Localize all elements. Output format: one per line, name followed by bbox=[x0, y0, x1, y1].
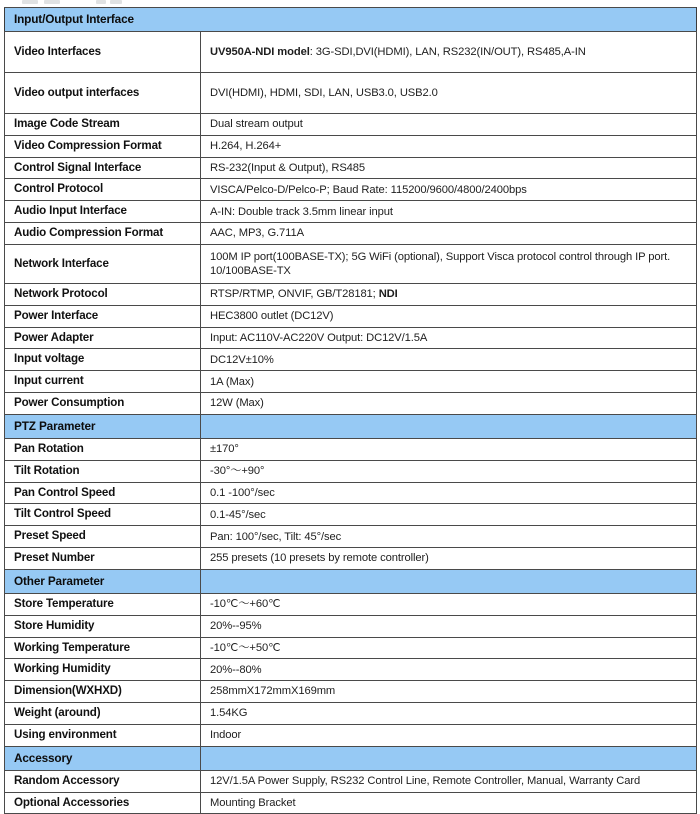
row-label-network-interface: Network Interface bbox=[5, 244, 201, 283]
row-value-video-interfaces bbox=[201, 32, 697, 73]
table-row bbox=[5, 283, 697, 305]
section-header-label-input-output-interface: Input/Output Interface bbox=[5, 8, 697, 32]
row-label-tilt-rotation: Tilt Rotation bbox=[5, 460, 201, 482]
row-value-network-protocol-text: RTSP/RTMP, ONVIF, GB/T28181; bbox=[210, 288, 379, 301]
row-label-dimension: Dimension(WXHXD) bbox=[5, 681, 201, 703]
table-row bbox=[5, 349, 697, 371]
row-value-network-protocol bbox=[201, 283, 697, 305]
row-label-audio-input-interface: Audio Input Interface bbox=[5, 201, 201, 223]
row-label-power-interface: Power Interface bbox=[5, 305, 201, 327]
row-value-working-humidity: 20%--80% bbox=[201, 659, 697, 681]
table-row bbox=[5, 114, 697, 136]
row-label-pan-rotation: Pan Rotation bbox=[5, 438, 201, 460]
row-value-video-interfaces-rest: : 3G-SDI,DVI(HDMI), LAN, RS232(IN/OUT), RS485,A-IN bbox=[309, 45, 586, 58]
specification-table bbox=[4, 7, 697, 814]
row-label-pan-control-speed: Pan Control Speed bbox=[5, 482, 201, 504]
row-value-audio-compression-format: AAC, MP3, G.711A bbox=[201, 223, 697, 245]
row-value-network-protocol-bold: NDI bbox=[378, 288, 398, 301]
table-row bbox=[5, 327, 697, 349]
table-row bbox=[5, 681, 697, 703]
table-row bbox=[5, 201, 697, 223]
row-label-power-adapter: Power Adapter bbox=[5, 327, 201, 349]
row-value-random-accessory: 12V/1.5A Power Supply, RS232 Control Line, Remote Controller, Manual, Warranty Card bbox=[201, 770, 697, 792]
row-value-power-adapter: Input: AC110V-AC220V Output: DC12V/1.5A bbox=[201, 327, 697, 349]
row-value-control-protocol: VISCA/Pelco-D/Pelco-P; Baud Rate: 115200/9600/4800/2400bps bbox=[201, 179, 697, 201]
row-label-working-temperature: Working Temperature bbox=[5, 637, 201, 659]
row-label-using-environment: Using environment bbox=[5, 724, 201, 746]
table-row bbox=[5, 438, 697, 460]
row-value-image-code-stream: Dual stream output bbox=[201, 114, 697, 136]
table-row bbox=[5, 73, 697, 114]
row-value-using-environment: Indoor bbox=[201, 724, 697, 746]
row-label-working-humidity: Working Humidity bbox=[5, 659, 201, 681]
row-value-dimension: 258mmX172mmX169mm bbox=[201, 681, 697, 703]
section-header-label-other-parameter: Other Parameter bbox=[5, 569, 201, 593]
row-label-network-protocol: Network Protocol bbox=[5, 283, 201, 305]
table-row bbox=[5, 615, 697, 637]
table-row bbox=[5, 792, 697, 814]
section-header-row-input-output-interface bbox=[5, 8, 697, 32]
row-value-audio-input-interface: A-IN: Double track 3.5mm linear input bbox=[201, 201, 697, 223]
row-value-tilt-control-speed: 0.1-45°/sec bbox=[201, 504, 697, 526]
row-label-video-compression-format: Video Compression Format bbox=[5, 135, 201, 157]
row-value-video-output-interfaces: DVI(HDMI), HDMI, SDI, LAN, USB3.0, USB2.0 bbox=[201, 73, 697, 114]
row-value-pan-control-speed: 0.1 -100°/sec bbox=[201, 482, 697, 504]
row-value-video-interfaces-bold: UV950A-NDI model bbox=[210, 45, 310, 58]
row-label-input-voltage: Input voltage bbox=[5, 349, 201, 371]
table-row bbox=[5, 526, 697, 548]
row-value-network-interface: 100M IP port(100BASE-TX); 5G WiFi (optional), Support Visca protocol control through IP port. 10/100BASE-TX bbox=[201, 244, 697, 283]
row-value-power-consumption: 12W (Max) bbox=[201, 393, 697, 415]
table-row bbox=[5, 593, 697, 615]
table-row bbox=[5, 305, 697, 327]
row-value-power-interface: HEC3800 outlet (DC12V) bbox=[201, 305, 697, 327]
row-label-store-temperature: Store Temperature bbox=[5, 593, 201, 615]
table-row bbox=[5, 482, 697, 504]
row-value-optional-accessories: Mounting Bracket bbox=[201, 792, 697, 814]
table-row bbox=[5, 460, 697, 482]
row-value-store-humidity: 20%--95% bbox=[201, 615, 697, 637]
table-row bbox=[5, 703, 697, 725]
row-value-input-voltage: DC12V±10% bbox=[201, 349, 697, 371]
section-header-spacer-other-parameter bbox=[201, 569, 697, 593]
row-value-tilt-rotation: -30°～+90° bbox=[201, 460, 697, 482]
row-label-video-interfaces: Video Interfaces bbox=[5, 32, 201, 73]
section-header-row-ptz-parameter bbox=[5, 414, 697, 438]
row-value-preset-speed: Pan: 100°/sec, Tilt: 45°/sec bbox=[201, 526, 697, 548]
table-row bbox=[5, 393, 697, 415]
section-header-row-other-parameter bbox=[5, 569, 697, 593]
table-row bbox=[5, 659, 697, 681]
table-row bbox=[5, 157, 697, 179]
table-row bbox=[5, 371, 697, 393]
section-header-spacer-accessory bbox=[201, 746, 697, 770]
section-header-spacer-ptz-parameter bbox=[201, 414, 697, 438]
table-row bbox=[5, 32, 697, 73]
table-row bbox=[5, 637, 697, 659]
row-value-control-signal-interface: RS-232(Input & Output), RS485 bbox=[201, 157, 697, 179]
table-row bbox=[5, 504, 697, 526]
row-value-input-current: 1A (Max) bbox=[201, 371, 697, 393]
row-value-video-compression-format: H.264, H.264+ bbox=[201, 135, 697, 157]
table-row bbox=[5, 223, 697, 245]
section-header-row-accessory bbox=[5, 746, 697, 770]
row-label-store-humidity: Store Humidity bbox=[5, 615, 201, 637]
row-label-preset-number: Preset Number bbox=[5, 548, 201, 570]
scan-artifact bbox=[22, 0, 202, 5]
row-label-tilt-control-speed: Tilt Control Speed bbox=[5, 504, 201, 526]
row-label-weight: Weight (around) bbox=[5, 703, 201, 725]
row-label-input-current: Input current bbox=[5, 371, 201, 393]
table-row bbox=[5, 244, 697, 283]
section-header-label-ptz-parameter: PTZ Parameter bbox=[5, 414, 201, 438]
row-value-preset-number: 255 presets (10 presets by remote controller) bbox=[201, 548, 697, 570]
table-row bbox=[5, 548, 697, 570]
row-value-store-temperature: -10℃～+60℃ bbox=[201, 593, 697, 615]
row-label-control-signal-interface: Control Signal Interface bbox=[5, 157, 201, 179]
section-header-label-accessory: Accessory bbox=[5, 746, 201, 770]
row-value-weight: 1.54KG bbox=[201, 703, 697, 725]
row-label-power-consumption: Power Consumption bbox=[5, 393, 201, 415]
row-value-pan-rotation: ±170° bbox=[201, 438, 697, 460]
table-row bbox=[5, 135, 697, 157]
row-label-audio-compression-format: Audio Compression Format bbox=[5, 223, 201, 245]
row-value-working-temperature: -10℃～+50℃ bbox=[201, 637, 697, 659]
table-row bbox=[5, 724, 697, 746]
table-row bbox=[5, 179, 697, 201]
row-label-image-code-stream: Image Code Stream bbox=[5, 114, 201, 136]
row-label-video-output-interfaces: Video output interfaces bbox=[5, 73, 201, 114]
row-label-control-protocol: Control Protocol bbox=[5, 179, 201, 201]
table-row bbox=[5, 770, 697, 792]
row-label-optional-accessories: Optional Accessories bbox=[5, 792, 201, 814]
row-label-preset-speed: Preset Speed bbox=[5, 526, 201, 548]
row-label-random-accessory: Random Accessory bbox=[5, 770, 201, 792]
specification-table-body bbox=[5, 8, 697, 814]
